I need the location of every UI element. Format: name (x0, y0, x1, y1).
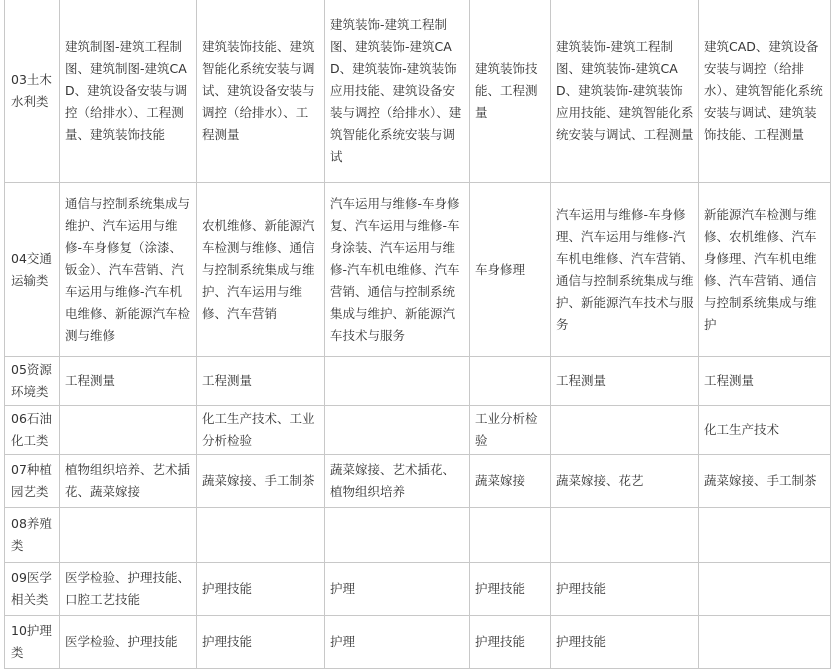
table-cell: 蔬菜嫁接 (470, 455, 551, 508)
table-cell (699, 508, 831, 563)
table-cell (699, 563, 831, 616)
table-cell: 新能源汽车检测与维修、农机维修、汽车身修理、汽车机电维修、汽车营销、通信与控制系统集成与维护 (699, 183, 831, 357)
table-cell: 工程测量 (197, 357, 325, 406)
table-cell (325, 406, 470, 455)
table-cell (470, 508, 551, 563)
table-cell: 蔬菜嫁接、手工制茶 (197, 455, 325, 508)
table-cell: 化工生产技术、工业分析检验 (197, 406, 325, 455)
table-cell (699, 616, 831, 669)
table-cell: 护理技能 (551, 563, 699, 616)
table-cell: 建筑CAD、建筑设备安装与调控（给排水）、建筑智能化系统安装与调试、建筑装饰技能、工程测量 (699, 0, 831, 183)
table-cell (60, 508, 197, 563)
table-cell: 蔬菜嫁接、艺术插花、植物组织培养 (325, 455, 470, 508)
table-cell (325, 508, 470, 563)
category-cell: 08养殖类 (5, 508, 60, 563)
table-cell: 蔬菜嫁接、花艺 (551, 455, 699, 508)
table-cell: 护理技能 (197, 616, 325, 669)
table-cell: 建筑装饰技能、工程测量 (470, 0, 551, 183)
table-row (5, 508, 831, 563)
table-cell (325, 357, 470, 406)
category-cell: 05资源环境类 (5, 357, 60, 406)
table-cell (197, 508, 325, 563)
table-cell: 通信与控制系统集成与维护、汽车运用与维修-车身修复（涂漆、钣金）、汽车营销、汽车运用与维修-汽车机电维修、新能源汽车检测与维修 (60, 183, 197, 357)
table-cell: 护理 (325, 616, 470, 669)
table-cell: 蔬菜嫁接、手工制茶 (699, 455, 831, 508)
category-cell: 03土木水利类 (5, 0, 60, 183)
table-cell (470, 357, 551, 406)
table-cell: 车身修理 (470, 183, 551, 357)
table-cell (60, 406, 197, 455)
table-cell: 汽车运用与维修-车身修复、汽车运用与维修-车身涂装、汽车运用与维修-汽车机电维修、汽车营销、通信与控制系统集成与维护、新能源汽车技术与服务 (325, 183, 470, 357)
table-cell: 医学检验、护理技能、口腔工艺技能 (60, 563, 197, 616)
table-cell: 建筑装饰技能、建筑智能化系统安装与调试、建筑设备安装与调控（给排水）、工程测量 (197, 0, 325, 183)
table-row (5, 616, 831, 669)
table-cell: 护理技能 (197, 563, 325, 616)
table-row (5, 563, 831, 616)
table-cell: 植物组织培养、艺术插花、蔬菜嫁接 (60, 455, 197, 508)
table-cell: 工程测量 (60, 357, 197, 406)
table-cell (551, 406, 699, 455)
category-cell: 04交通运输类 (5, 183, 60, 357)
category-cell: 06石油化工类 (5, 406, 60, 455)
table-row (5, 357, 831, 406)
table-cell: 工程测量 (699, 357, 831, 406)
table-row (5, 183, 831, 357)
table-cell: 护理技能 (470, 616, 551, 669)
category-cell: 07种植园艺类 (5, 455, 60, 508)
category-cell: 10护理类 (5, 616, 60, 669)
category-cell: 09医学相关类 (5, 563, 60, 616)
table-cell: 化工生产技术 (699, 406, 831, 455)
table-cell: 建筑装饰-建筑工程制图、建筑装饰-建筑CAD、建筑装饰-建筑装饰应用技能、建筑智能化系统安装与调试、工程测量 (551, 0, 699, 183)
table-row (5, 455, 831, 508)
table-cell: 农机维修、新能源汽车检测与维修、通信与控制系统集成与维护、汽车运用与维修、汽车营销 (197, 183, 325, 357)
table-cell: 建筑制图-建筑工程制图、建筑制图-建筑CAD、建筑设备安装与调控（给排水）、工程测量、建筑装饰技能 (60, 0, 197, 183)
table-row (5, 406, 831, 455)
competition-table (4, 0, 831, 669)
table-cell: 护理 (325, 563, 470, 616)
table-cell: 工程测量 (551, 357, 699, 406)
table-cell: 护理技能 (551, 616, 699, 669)
table-cell: 工业分析检验 (470, 406, 551, 455)
table-cell: 建筑装饰-建筑工程制图、建筑装饰-建筑CAD、建筑装饰-建筑装饰应用技能、建筑设备安装与调控（给排水）、建筑智能化系统安装与调试 (325, 0, 470, 183)
table-cell: 汽车运用与维修-车身修理、汽车运用与维修-汽车机电维修、汽车营销、通信与控制系统集成与维护、新能源汽车技术与服务 (551, 183, 699, 357)
table-cell: 护理技能 (470, 563, 551, 616)
table-cell: 医学检验、护理技能 (60, 616, 197, 669)
table-row (5, 0, 831, 183)
table-cell (551, 508, 699, 563)
